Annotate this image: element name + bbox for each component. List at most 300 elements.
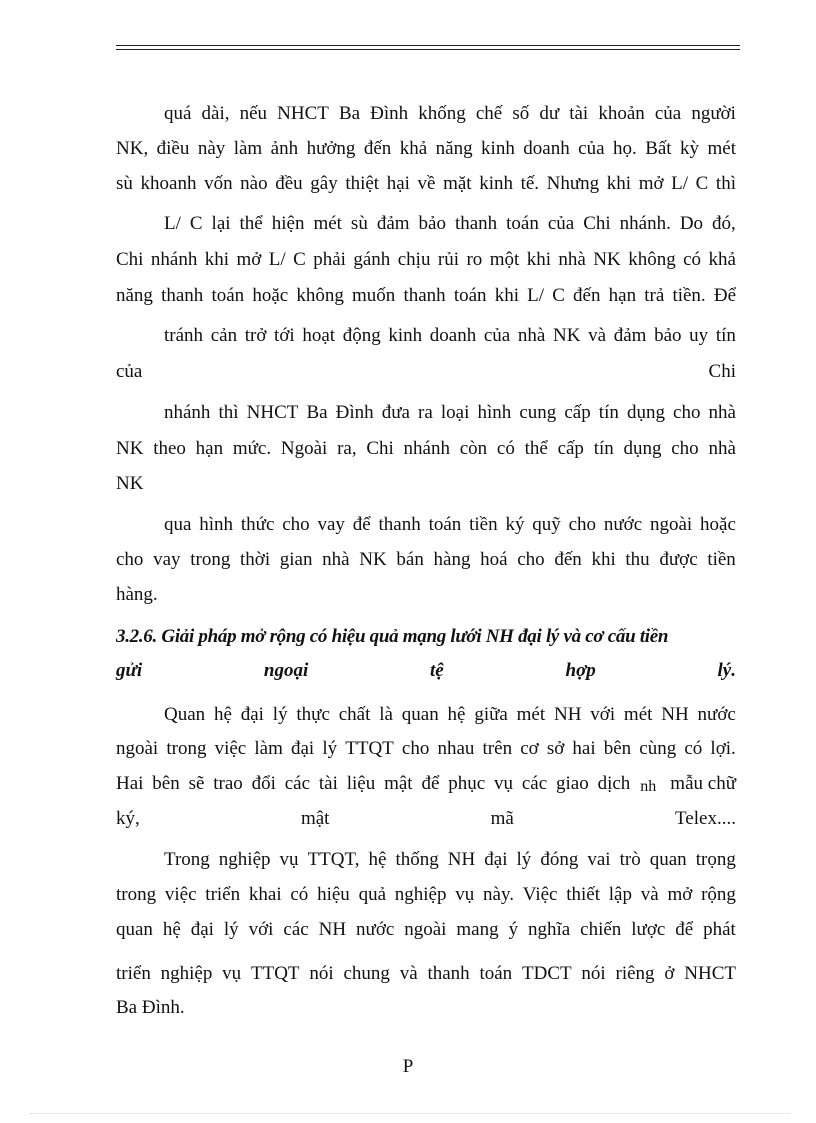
word: mã	[490, 808, 514, 829]
word: hạn	[195, 438, 224, 459]
word: nào	[240, 173, 268, 194]
word: và	[588, 325, 607, 346]
word: triển	[116, 963, 151, 984]
word: hạn	[608, 285, 637, 306]
word: nhà	[558, 249, 586, 270]
section-heading: 3.2.6. Giải pháp mở rộng có hiệu quả mạng lưới NH đại lý và cơ cấu tiền	[116, 626, 669, 647]
text-line	[164, 402, 736, 424]
word: bán	[396, 549, 424, 570]
word: nhà	[708, 402, 736, 423]
word: này	[197, 138, 226, 159]
word: các	[283, 919, 309, 940]
word: nước	[697, 704, 736, 725]
word: đảm	[613, 325, 647, 346]
word: quá	[164, 103, 192, 124]
word: với	[590, 704, 616, 725]
word: sù	[350, 213, 368, 234]
word: NHCT	[246, 402, 299, 423]
word: NK	[116, 438, 144, 459]
word: không	[296, 285, 344, 306]
word: vụ	[222, 963, 242, 984]
word: loại	[440, 402, 470, 423]
word: trọng	[695, 849, 736, 870]
word: có	[496, 438, 515, 459]
word: đến	[554, 549, 582, 570]
word: C	[189, 213, 203, 234]
word: NK,	[116, 138, 149, 159]
word: hưởng	[306, 138, 356, 159]
word: NH	[553, 704, 582, 725]
word: chế	[475, 103, 503, 124]
word: quan	[649, 849, 687, 870]
text-line	[116, 438, 736, 460]
word: NH	[447, 849, 476, 870]
word: gánh	[353, 249, 391, 270]
word: bảo	[418, 213, 446, 234]
word: tài	[569, 103, 589, 124]
word: lý	[516, 849, 532, 870]
word: năng	[435, 138, 473, 159]
word: gian	[279, 549, 313, 570]
word: Nhưng	[546, 173, 600, 194]
word: giao	[556, 773, 589, 794]
word: lý	[272, 704, 288, 725]
word: mét	[707, 138, 736, 159]
word: nhánh	[150, 249, 198, 270]
word: các	[284, 773, 311, 794]
word: nhà	[322, 549, 350, 570]
text-line	[116, 549, 736, 571]
word: cho	[116, 549, 144, 570]
word: nhau	[437, 738, 475, 759]
word: thanh	[378, 514, 421, 535]
word: lý	[322, 738, 338, 759]
word: tín	[593, 438, 614, 459]
word: mét	[313, 213, 342, 234]
word: thiệt	[345, 173, 380, 194]
word: riêng	[615, 963, 655, 984]
word: ý	[508, 919, 519, 940]
word: NHCT	[277, 103, 329, 124]
word: khai	[248, 884, 282, 905]
text-line	[164, 704, 736, 726]
word: hại	[386, 173, 410, 194]
word: hệ	[162, 919, 181, 940]
word: đại	[190, 919, 214, 940]
word: cho	[671, 438, 699, 459]
word: nước	[603, 514, 643, 535]
word: nói	[309, 963, 334, 984]
word: thời	[240, 549, 271, 570]
word: của	[116, 361, 143, 382]
word: mở	[667, 884, 693, 905]
word: lập	[608, 884, 632, 905]
word: trên	[482, 738, 513, 759]
word: tín	[715, 325, 736, 346]
word: trong	[116, 884, 157, 905]
text-line	[116, 285, 736, 307]
word: nhánh	[164, 402, 211, 423]
word: trò	[619, 849, 641, 870]
word: Telex....	[675, 808, 736, 829]
text-line	[116, 249, 736, 271]
word: kinh	[388, 325, 423, 346]
word: đóng	[540, 849, 579, 870]
word: hệ	[368, 849, 387, 870]
word: gửi	[116, 660, 143, 681]
word: cung	[519, 402, 557, 423]
text-line	[116, 138, 736, 160]
word: khoản	[598, 103, 645, 124]
word: chịu	[397, 249, 431, 270]
word: dư	[539, 103, 560, 124]
word: ngoài	[649, 514, 693, 535]
word: ra	[418, 402, 433, 423]
text-line	[116, 361, 736, 383]
word: ký	[505, 514, 525, 535]
word: mét	[623, 704, 653, 725]
word: NK	[553, 325, 581, 346]
word: khi	[204, 249, 230, 270]
header-rule-top	[116, 45, 740, 46]
word: Đình	[370, 103, 409, 124]
word: hàng	[433, 549, 471, 570]
text-line	[116, 808, 736, 830]
word: mức.	[232, 438, 272, 459]
word: hoặc	[252, 285, 289, 306]
word: kinh	[479, 173, 513, 194]
word: thực	[296, 704, 330, 725]
word: L/	[164, 213, 181, 234]
word: khi	[526, 249, 551, 270]
text-line	[116, 919, 736, 941]
word: có	[290, 884, 309, 905]
text-line	[116, 584, 736, 606]
text-line	[164, 849, 736, 871]
word: nghĩa	[528, 919, 571, 940]
word: của	[483, 325, 511, 346]
word: để	[352, 514, 371, 535]
word: các	[521, 773, 548, 794]
word: khi	[494, 285, 519, 306]
text-line	[116, 884, 736, 906]
word: đại	[240, 704, 264, 725]
word: nhà	[517, 325, 546, 346]
word: hình	[199, 514, 234, 535]
word: của	[547, 213, 575, 234]
word: về	[417, 173, 436, 194]
word: tới	[274, 325, 295, 346]
word: thanh	[403, 285, 446, 306]
word: NK	[359, 549, 387, 570]
word: toán	[453, 285, 487, 306]
word: Trong	[164, 849, 210, 870]
word: và	[640, 884, 659, 905]
word: trở	[244, 325, 267, 346]
word: khống	[418, 103, 466, 124]
word: cùng	[639, 738, 677, 759]
word: qua	[164, 514, 192, 535]
word: cho	[568, 514, 597, 535]
word: hiện	[271, 213, 305, 234]
word: tránh	[164, 325, 204, 346]
word: TTQT	[345, 738, 394, 759]
word: nghiệp	[160, 963, 213, 984]
word: C	[695, 173, 709, 194]
word: cấp	[564, 402, 591, 423]
word: đến	[573, 285, 601, 306]
word: dụng	[626, 402, 665, 423]
word: đại	[290, 738, 315, 759]
word: ngoài	[404, 919, 447, 940]
word: vai	[587, 849, 611, 870]
word: để	[421, 773, 440, 794]
word: nhánh	[403, 438, 450, 459]
text-line: Ba Đình.	[116, 997, 185, 1018]
word: còn	[459, 438, 488, 459]
word: NK	[116, 473, 144, 494]
word: số	[512, 103, 530, 124]
word: lý.	[717, 660, 736, 681]
word: L/	[671, 173, 689, 194]
word: nghiệp	[394, 884, 447, 905]
word: cơ	[520, 738, 539, 759]
word: Do	[679, 213, 704, 234]
word: hàng.	[116, 584, 158, 605]
word: sẽ	[188, 773, 205, 794]
word: Đình	[335, 402, 374, 423]
word: doanh	[429, 325, 477, 346]
word: thì	[218, 402, 239, 423]
word: tín	[598, 402, 619, 423]
word: làm	[233, 138, 263, 159]
word: cho	[673, 402, 701, 423]
word: thu	[625, 549, 650, 570]
word: ngoại	[263, 660, 309, 681]
word: khi	[591, 549, 616, 570]
word: kinh	[481, 138, 515, 159]
word: TTQT,	[307, 849, 360, 870]
section-heading-line2	[116, 660, 736, 682]
word: quan	[401, 704, 439, 725]
word: là	[379, 704, 393, 725]
word: TTQT	[250, 963, 300, 984]
word: nếu	[239, 103, 268, 124]
word: nói	[581, 963, 606, 984]
word: theo	[153, 438, 186, 459]
word: thì	[715, 173, 736, 194]
word: triển	[205, 884, 241, 905]
word: thanh	[427, 963, 470, 984]
word: C	[293, 249, 306, 270]
word: hoạt	[302, 325, 336, 346]
text-line	[116, 473, 736, 495]
word: thể	[524, 438, 548, 459]
word: bảo	[654, 325, 682, 346]
word: trao	[213, 773, 243, 794]
word: mang	[456, 919, 499, 940]
word: trong	[166, 738, 207, 759]
word: sù	[116, 173, 133, 194]
word: ảnh	[270, 138, 299, 159]
word: phục	[448, 773, 486, 794]
word: một	[489, 249, 520, 270]
word: đại	[484, 849, 508, 870]
word: NH	[318, 919, 347, 940]
word: quỹ	[532, 514, 561, 535]
word: khoanh	[140, 173, 197, 194]
footer-dotted-line	[30, 1113, 790, 1114]
word: Bất	[645, 138, 672, 159]
word: chung	[343, 963, 390, 984]
text-line-with-inline	[116, 773, 736, 795]
word: trả	[644, 285, 665, 306]
text-line	[164, 514, 736, 536]
word: ro	[466, 249, 483, 270]
text-line	[164, 213, 736, 235]
word: vốn	[204, 173, 233, 194]
word: liệu	[346, 773, 376, 794]
word: muốn	[352, 285, 396, 306]
word: rộng	[701, 884, 736, 905]
word: vay	[317, 514, 345, 535]
word: Quan	[164, 704, 206, 725]
word: của	[654, 103, 682, 124]
word: cản	[210, 325, 238, 346]
word: mật	[300, 808, 330, 829]
word: tiền	[707, 549, 736, 570]
word: người	[691, 103, 736, 124]
word: bên	[152, 773, 180, 794]
text-line	[116, 963, 736, 985]
word: giữa	[474, 704, 508, 725]
word: mét	[516, 704, 546, 725]
text-line	[116, 738, 736, 760]
inline-small-text: nh	[640, 778, 657, 795]
word: vụ	[455, 884, 475, 905]
word: hình	[477, 402, 512, 423]
word: việc	[164, 884, 197, 905]
word: ký,	[116, 808, 140, 829]
word: Ba	[306, 402, 328, 423]
word: quan	[116, 919, 153, 940]
word: hoặc	[700, 514, 736, 535]
word: C	[552, 285, 565, 306]
word: trong	[190, 549, 231, 570]
word: tài	[318, 773, 338, 794]
word: thức	[240, 514, 275, 535]
word: kỳ	[680, 138, 700, 159]
word: lược	[631, 919, 666, 940]
word: cấp	[557, 438, 584, 459]
word: cho	[401, 738, 430, 759]
word: nhánh.	[619, 213, 671, 234]
word: Ba	[338, 103, 361, 124]
word: NH	[661, 704, 689, 725]
word: làm	[254, 738, 283, 759]
word: toán	[479, 963, 513, 984]
text-line	[164, 325, 736, 347]
word: mật	[384, 773, 413, 794]
word: dụng	[623, 438, 662, 459]
word: hoá	[480, 549, 508, 570]
text-line	[116, 173, 736, 195]
word: đều	[275, 173, 303, 194]
inline-after-text: mẫu chữ	[670, 773, 736, 794]
word: vay	[153, 549, 181, 570]
word: nước	[356, 919, 395, 940]
word: họ.	[613, 138, 637, 159]
word: sở	[546, 738, 565, 759]
word: của	[578, 138, 605, 159]
word: nhà	[708, 438, 736, 459]
word: ngoài	[116, 738, 159, 759]
word: cho	[517, 549, 545, 570]
word: doanh	[523, 138, 570, 159]
word: quả	[358, 884, 386, 905]
word: hai	[572, 738, 596, 759]
word: tiền.	[672, 285, 706, 306]
header-rule-bottom	[116, 49, 740, 50]
word: Ngoài	[280, 438, 328, 459]
word: dịch	[597, 773, 631, 794]
word: ra,	[337, 438, 357, 459]
word: L/	[527, 285, 545, 306]
word: việc	[214, 738, 247, 759]
word: chất	[338, 704, 371, 725]
word: không	[628, 249, 676, 270]
word: toán	[211, 285, 245, 306]
word: tế.	[520, 173, 540, 194]
word: lại	[211, 213, 231, 234]
word: NHCT	[684, 963, 736, 984]
word: Chi	[116, 249, 144, 270]
word: khả	[399, 138, 428, 159]
word: L/	[268, 249, 286, 270]
word: và	[399, 963, 418, 984]
word: được	[659, 549, 698, 570]
word: dài,	[201, 103, 230, 124]
word: tiền	[469, 514, 498, 535]
word: NK	[593, 249, 621, 270]
word: phải	[313, 249, 346, 270]
word: hợp	[565, 660, 596, 681]
word: chiến	[580, 919, 622, 940]
word: toán	[428, 514, 462, 535]
word: ở	[664, 963, 675, 984]
word: với	[248, 919, 274, 940]
word: mặt	[443, 173, 472, 194]
word: đổi	[251, 773, 276, 794]
word: điều	[156, 138, 190, 159]
word: thanh	[161, 285, 204, 306]
word: hệ	[213, 704, 232, 725]
word: rủi	[437, 249, 459, 270]
word: thống	[395, 849, 439, 870]
word: uy	[689, 325, 709, 346]
word: bên	[603, 738, 632, 759]
word: gây	[310, 173, 338, 194]
word: này.	[483, 884, 514, 905]
word: thể	[239, 213, 263, 234]
text-line	[164, 103, 736, 125]
page-number: P	[402, 1056, 414, 1077]
word: Chi	[583, 213, 611, 234]
word: cho	[282, 514, 310, 535]
word: thanh	[454, 213, 498, 234]
word: có	[684, 738, 703, 759]
word: TDCT	[522, 963, 572, 984]
